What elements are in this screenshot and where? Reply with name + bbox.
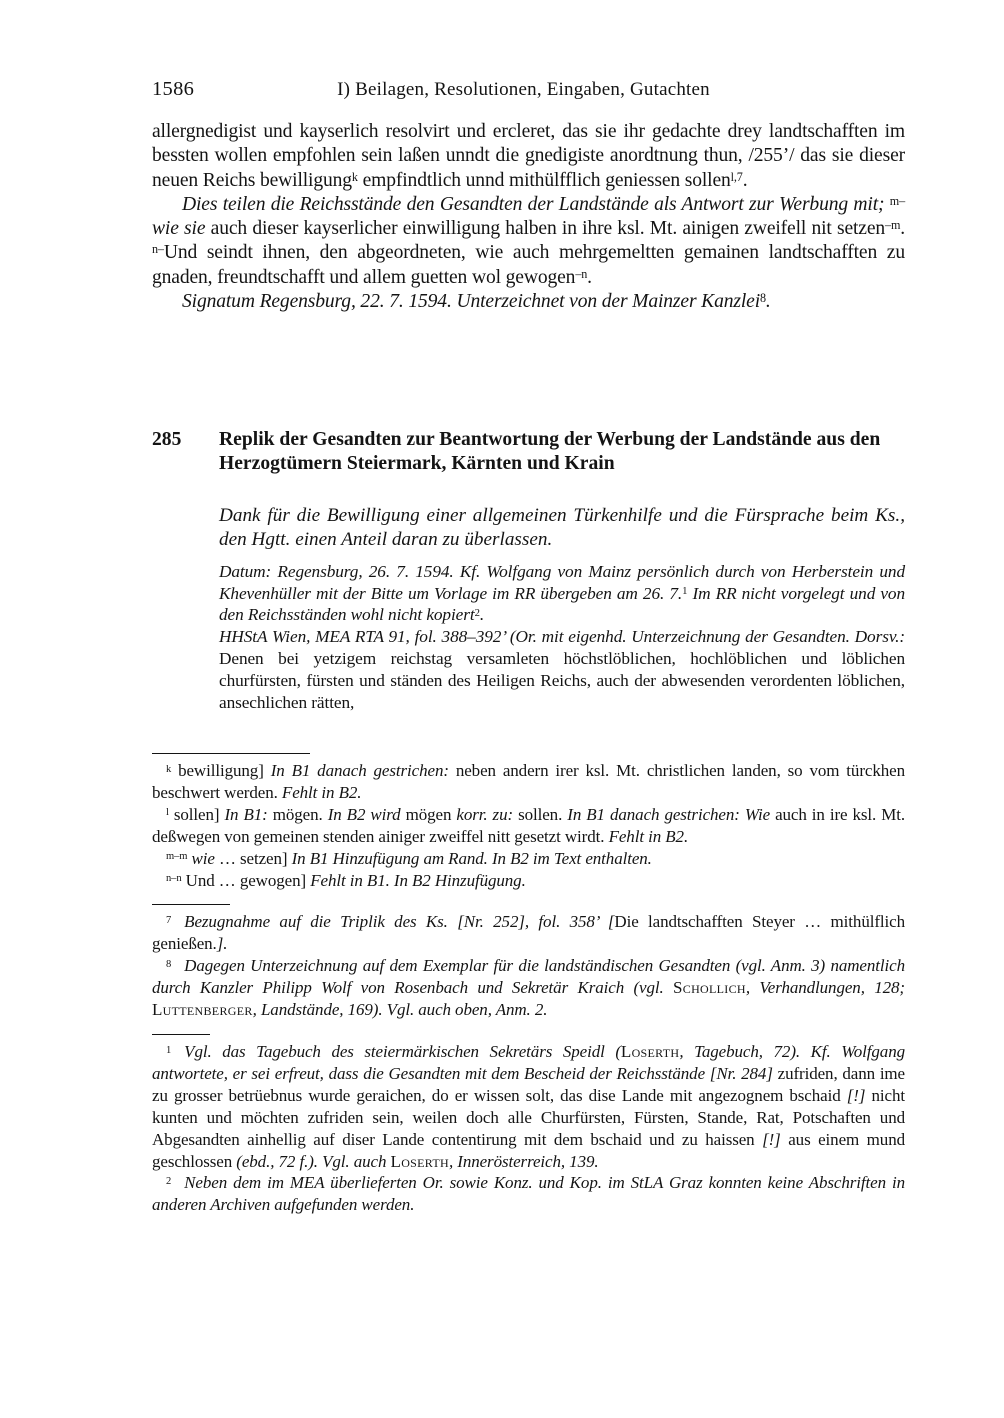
main-transcription [152,120,905,314]
footnote-k: $^k$ bewilligung] In B1 danach gestrichen: neben andern irer ksl. Mt. christlichen landen, so vom türckhen beschwert werden. Fehlt in B2. [152,761,905,802]
footnote-n: $^{n-n}$ Und … gewogen] Fehlt in B1. In B2 Hinzufügung. [166,870,526,890]
footnote-2: $^2$ Neben dem im MEA überlieferten Or. sowie Konz. und Kop. im StLA Graz konnten keine Abschriften in anderen Archiven aufgefunden werden. [152,1173,905,1215]
entry-heading [152,428,905,477]
footnote-8: $^8$ Dagegen Unterzeichnung auf dem Exemplar für die landständischen Gesandten (vgl. Anm. 3) namentlich durch Kanzler Philipp Wolf von Rosenbach und Sekretär Kraich (vgl. Schollich, Verhandlungen, 128; Luttenberger, Landstände, 169). Vgl. auch oben, Anm. 2. [152,956,905,1020]
signatum-line: Signatum Regensburg, 22. 7. 1594. Unterzeichnet von der Mainzer Kanzlei$^8$. [182,290,771,313]
apparatus-rule-comment-notes [152,1034,210,1035]
entry-body [219,504,905,714]
footnote-7: $^7$ Bezugnahme auf die Triplik des Ks. [Nr. 252], fol. 358’ [Die landtschafften Steyer … mithülflich genießen.]. [152,912,905,954]
footnote-apparatus [152,753,905,1216]
transcription-paragraph: allergnedigist und kayserlich resolvirt und ercleret, das sie ihr gedachte drey landtschafften im bessten wollen empfohlen sein laßen unndt die gnedigiste anordtnung thun, /255’/ das sie dieser neuen Reichs bewilligung$^k$ empfindtlich unnd mithülfflich geniessen sollen$^{l,7}$. [152,121,905,191]
footnote-l: $^l$ sollen] In B1: mögen. In B2 wird mögen korr. zu: sollen. In B1 danach gestrichen: Wie auch in ire ksl. Mt. deßwegen von gemeinen stenden ainiger zweiffel nitt gesetzt wirdt. Fehlt in B2. [152,804,906,846]
apparatus-rule-text-notes [152,904,230,905]
running-head-title: I) Beilagen, Resolutionen, Eingaben, Gutachten [337,79,710,100]
entry-title: Replik der Gesandten zur Beantwortung der Werbung der Landstände aus den Herzogtümern Steiermark, Kärnten und Krain [219,429,881,475]
document-entry-285 [152,428,905,714]
footnote-m: $^{m-m}$ wie … setzen] In B1 Hinzufügung am Rand. In B2 im Text enthalten. [166,848,652,868]
footnote-1: $^1$ Vgl. das Tagebuch des steiermärkischen Sekretärs Speidl (Loserth, Tagebuch, 72). Kf. Wolfgang antwortete, er sei erfreut, dass die Gesandten mit dem Bescheid der Reichsstände [Nr. 284] zufriden, dann ime zu grosser betrüebnus wurde geraichen, do er wissen solt, das dise Lande mit angezognem bschaid [!] nicht kunten und möchten zufriden sein, weilen doch alle Churfürsten, Fürsten, Stande, Rat, Potschaften und Abgesandten ainhellig auf diser Lande contentirung mit dem bschaid und zu haissen [!] aus einem mund geschlossen (ebd., 72 f.). Vgl. auch Loserth, Innerösterreich, 139. [152,1041,906,1171]
page-number: 1586 [152,78,195,100]
entry-provenance-line: HHStA Wien, MEA RTA 91, fol. 388–392’ (Or. mit eigenhd. Unterzeichnung der Gesandten. Dorsv.: Denen bei yetzigem reichstag versamleten höchstlöblichen, hochlöblichen und löblichen churfürsten, fürsten und ständen des Heiligen Reichs, auch der abwesenden verordenten löblichen, ansechlichen rätten, [219,627,905,713]
entry-summary: Dank für die Bewilligung einer allgemeinen Türkenhilfe und die Fürsprache beim Ks., den Hgtt. einen Anteil daran zu überlassen. [219,504,905,550]
page-header [152,78,905,101]
entry-number: 285 [152,429,182,450]
entry-datum-line: Datum: Regensburg, 26. 7. 1594. Kf. Wolfgang von Mainz persönlich durch von Herberstein und Khevenhüller mit der Bitte um Vorlage im RR übergeben am 26. 7.$^1$ Im RR nicht vorgelegt und von den Reichsständen wohl nicht kopiert$^2$. [219,561,905,625]
apparatus-rule-letters [152,753,310,754]
editorial-paragraph: Dies teilen die Reichsstände den Gesandten der Landstände als Antwort zur Werbung mit; $^{m-}$wie sie auch dieser kayserlicher einwilligung halben in ihre ksl. Mt. ainigen zweifell nit setzen$^{-m}$. $^{n-}$Und seindt ihnen, den abgeordneten, wie auch mehrgemeltten gemainen landtschafften zu gnaden, freundtschafft und allem guetten wol gewogen$^{-n}$. [152,193,906,288]
